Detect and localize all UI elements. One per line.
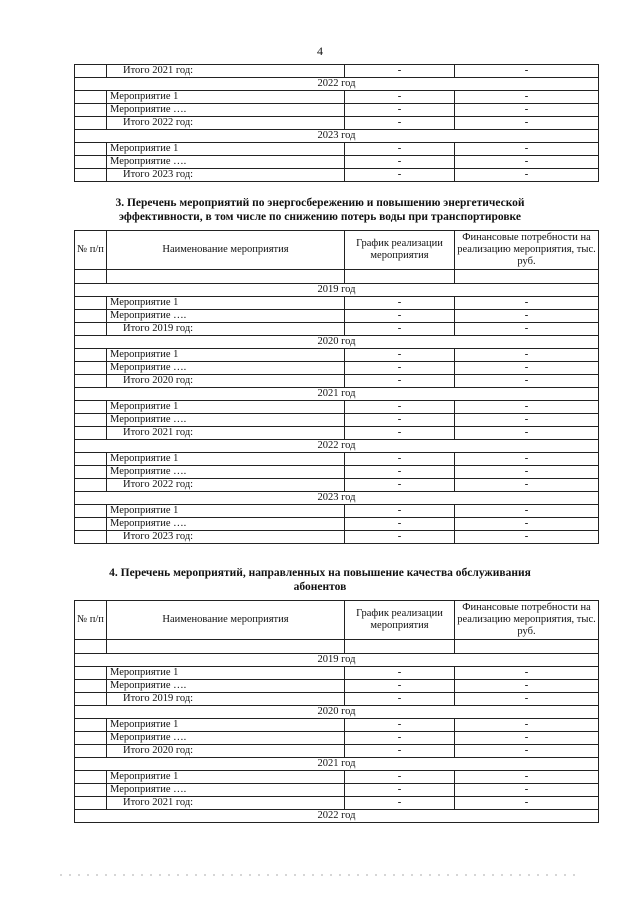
table-header-row <box>75 231 599 270</box>
header-num: № п/п <box>75 231 107 270</box>
row-number-cell <box>75 745 107 758</box>
total-row <box>75 797 599 810</box>
row-number-cell <box>75 349 107 362</box>
blank-cell-name <box>107 640 345 654</box>
finance-cell: - <box>455 401 599 414</box>
total-row <box>75 117 599 130</box>
row-number-cell <box>75 414 107 427</box>
year-row <box>75 440 599 453</box>
header-finance: Финансовые потребности на реализацию мероприятия, тыс. руб. <box>455 601 599 640</box>
finance-cell: - <box>455 771 599 784</box>
schedule-cell: - <box>345 143 455 156</box>
year-label: 2021 год <box>75 388 599 401</box>
finance-cell: - <box>455 453 599 466</box>
total-label: Итого 2023 год: <box>107 169 345 182</box>
blank-row <box>75 640 599 654</box>
event-name: Мероприятие …. <box>107 104 345 117</box>
total-row <box>75 65 599 78</box>
row-number-cell <box>75 169 107 182</box>
row-number-cell <box>75 693 107 706</box>
event-name: Мероприятие …. <box>107 518 345 531</box>
year-row <box>75 810 599 823</box>
schedule-cell: - <box>345 479 455 492</box>
schedule-cell: - <box>345 719 455 732</box>
total-label: Итого 2022 год: <box>107 479 345 492</box>
event-name: Мероприятие 1 <box>107 719 345 732</box>
energy-saving-events-table <box>74 230 599 544</box>
year-label: 2023 год <box>75 492 599 505</box>
finance-cell: - <box>455 518 599 531</box>
finance-cell: - <box>455 104 599 117</box>
table-row <box>75 453 599 466</box>
table-row <box>75 680 599 693</box>
row-number-cell <box>75 667 107 680</box>
section-3-title: 3. Перечень мероприятий по энергосбережению и повышению энергетической эффективности, в том числе по снижению потерь воды при транспортировке <box>115 197 525 223</box>
schedule-cell: - <box>345 784 455 797</box>
year-row <box>75 654 599 667</box>
year-label: 2022 год <box>75 440 599 453</box>
year-label: 2020 год <box>75 336 599 349</box>
blank-cell-schedule <box>345 640 455 654</box>
total-row <box>75 375 599 388</box>
schedule-cell: - <box>345 466 455 479</box>
table-header-row <box>75 601 599 640</box>
table-row <box>75 414 599 427</box>
year-label: 2022 год <box>75 810 599 823</box>
event-name: Мероприятие 1 <box>107 453 345 466</box>
year-label: 2019 год <box>75 284 599 297</box>
finance-cell: - <box>455 323 599 336</box>
finance-cell: - <box>455 479 599 492</box>
total-row <box>75 323 599 336</box>
header-num: № п/п <box>75 601 107 640</box>
finance-cell: - <box>455 719 599 732</box>
row-number-cell <box>75 401 107 414</box>
year-row <box>75 758 599 771</box>
total-row <box>75 531 599 544</box>
finance-cell: - <box>455 169 599 182</box>
total-label: Итого 2019 год: <box>107 323 345 336</box>
blank-cell-finance <box>455 640 599 654</box>
header-name: Наименование мероприятия <box>107 231 345 270</box>
finance-cell: - <box>455 466 599 479</box>
row-number-cell <box>75 680 107 693</box>
table-row <box>75 667 599 680</box>
finance-cell: - <box>455 117 599 130</box>
header-name: Наименование мероприятия <box>107 601 345 640</box>
event-name: Мероприятие …. <box>107 362 345 375</box>
header-schedule: График реализации мероприятия <box>345 601 455 640</box>
finance-cell: - <box>455 693 599 706</box>
finance-cell: - <box>455 745 599 758</box>
event-name: Мероприятие 1 <box>107 297 345 310</box>
schedule-cell: - <box>345 680 455 693</box>
event-name: Мероприятие 1 <box>107 667 345 680</box>
schedule-cell: - <box>345 797 455 810</box>
schedule-cell: - <box>345 169 455 182</box>
schedule-cell: - <box>345 375 455 388</box>
header-schedule: График реализации мероприятия <box>345 231 455 270</box>
event-name: Мероприятие 1 <box>107 91 345 104</box>
schedule-cell: - <box>345 104 455 117</box>
table-row <box>75 401 599 414</box>
table-row <box>75 719 599 732</box>
schedule-cell: - <box>345 771 455 784</box>
event-name: Мероприятие 1 <box>107 349 345 362</box>
year-row <box>75 78 599 91</box>
row-number-cell <box>75 797 107 810</box>
row-number-cell <box>75 65 107 78</box>
schedule-cell: - <box>345 693 455 706</box>
table-row <box>75 505 599 518</box>
finance-cell: - <box>455 91 599 104</box>
row-number-cell <box>75 466 107 479</box>
event-name: Мероприятие …. <box>107 414 345 427</box>
total-label: Итого 2019 год: <box>107 693 345 706</box>
table-row <box>75 362 599 375</box>
finance-cell: - <box>455 349 599 362</box>
table-row <box>75 518 599 531</box>
total-row <box>75 745 599 758</box>
table-row <box>75 771 599 784</box>
table-row <box>75 297 599 310</box>
event-name: Мероприятие …. <box>107 466 345 479</box>
blank-cell-num <box>75 640 107 654</box>
event-name: Мероприятие 1 <box>107 143 345 156</box>
events-table-continued <box>74 64 599 182</box>
page-number: 4 <box>317 44 323 58</box>
year-label: 2019 год <box>75 654 599 667</box>
year-label: 2022 год <box>75 78 599 91</box>
blank-row <box>75 270 599 284</box>
table-row <box>75 156 599 169</box>
year-row <box>75 130 599 143</box>
table-row <box>75 784 599 797</box>
schedule-cell: - <box>345 310 455 323</box>
finance-cell: - <box>455 680 599 693</box>
blank-cell-schedule <box>345 270 455 284</box>
table-row <box>75 143 599 156</box>
event-name: Мероприятие 1 <box>107 401 345 414</box>
schedule-cell: - <box>345 531 455 544</box>
event-name: Мероприятие 1 <box>107 505 345 518</box>
year-row <box>75 388 599 401</box>
total-label: Итого 2022 год: <box>107 117 345 130</box>
finance-cell: - <box>455 797 599 810</box>
total-label: Итого 2023 год: <box>107 531 345 544</box>
row-number-cell <box>75 310 107 323</box>
row-number-cell <box>75 479 107 492</box>
event-name: Мероприятие …. <box>107 680 345 693</box>
finance-cell: - <box>455 156 599 169</box>
schedule-cell: - <box>345 745 455 758</box>
finance-cell: - <box>455 784 599 797</box>
blank-cell-name <box>107 270 345 284</box>
section-4-title: 4. Перечень мероприятий, направленных на повышение качества обслуживания абонентов <box>109 567 531 593</box>
row-number-cell <box>75 143 107 156</box>
schedule-cell: - <box>345 156 455 169</box>
row-number-cell <box>75 297 107 310</box>
finance-cell: - <box>455 297 599 310</box>
total-label: Итого 2021 год: <box>107 427 345 440</box>
schedule-cell: - <box>345 362 455 375</box>
row-number-cell <box>75 427 107 440</box>
total-label: Итого 2020 год: <box>107 745 345 758</box>
total-row <box>75 693 599 706</box>
finance-cell: - <box>455 375 599 388</box>
total-label: Итого 2020 год: <box>107 375 345 388</box>
total-row <box>75 169 599 182</box>
table-row <box>75 732 599 745</box>
blank-cell-num <box>75 270 107 284</box>
header-finance: Финансовые потребности на реализацию мероприятия, тыс. руб. <box>455 231 599 270</box>
schedule-cell: - <box>345 297 455 310</box>
row-number-cell <box>75 505 107 518</box>
schedule-cell: - <box>345 453 455 466</box>
schedule-cell: - <box>345 518 455 531</box>
schedule-cell: - <box>345 91 455 104</box>
schedule-cell: - <box>345 323 455 336</box>
table-row <box>75 349 599 362</box>
row-number-cell <box>75 771 107 784</box>
finance-cell: - <box>455 143 599 156</box>
table-row <box>75 310 599 323</box>
row-number-cell <box>75 323 107 336</box>
schedule-cell: - <box>345 414 455 427</box>
finance-cell: - <box>455 732 599 745</box>
schedule-cell: - <box>345 65 455 78</box>
scan-artifact <box>60 874 580 876</box>
event-name: Мероприятие …. <box>107 784 345 797</box>
schedule-cell: - <box>345 117 455 130</box>
row-number-cell <box>75 104 107 117</box>
schedule-cell: - <box>345 505 455 518</box>
finance-cell: - <box>455 667 599 680</box>
total-label: Итого 2021 год: <box>107 797 345 810</box>
year-label: 2021 год <box>75 758 599 771</box>
row-number-cell <box>75 117 107 130</box>
finance-cell: - <box>455 65 599 78</box>
total-label: Итого 2021 год: <box>107 65 345 78</box>
schedule-cell: - <box>345 667 455 680</box>
finance-cell: - <box>455 414 599 427</box>
schedule-cell: - <box>345 732 455 745</box>
row-number-cell <box>75 362 107 375</box>
finance-cell: - <box>455 427 599 440</box>
year-row <box>75 706 599 719</box>
total-row <box>75 427 599 440</box>
year-label: 2020 год <box>75 706 599 719</box>
row-number-cell <box>75 531 107 544</box>
table-row <box>75 466 599 479</box>
finance-cell: - <box>455 362 599 375</box>
schedule-cell: - <box>345 427 455 440</box>
finance-cell: - <box>455 505 599 518</box>
year-label: 2023 год <box>75 130 599 143</box>
table-row <box>75 104 599 117</box>
row-number-cell <box>75 732 107 745</box>
year-row <box>75 336 599 349</box>
year-row <box>75 284 599 297</box>
table-row <box>75 91 599 104</box>
row-number-cell <box>75 518 107 531</box>
row-number-cell <box>75 453 107 466</box>
total-row <box>75 479 599 492</box>
row-number-cell <box>75 784 107 797</box>
blank-cell-finance <box>455 270 599 284</box>
event-name: Мероприятие …. <box>107 310 345 323</box>
event-name: Мероприятие …. <box>107 156 345 169</box>
year-row <box>75 492 599 505</box>
row-number-cell <box>75 375 107 388</box>
row-number-cell <box>75 719 107 732</box>
service-quality-events-table <box>74 600 599 823</box>
finance-cell: - <box>455 310 599 323</box>
schedule-cell: - <box>345 349 455 362</box>
row-number-cell <box>75 156 107 169</box>
schedule-cell: - <box>345 401 455 414</box>
event-name: Мероприятие 1 <box>107 771 345 784</box>
event-name: Мероприятие …. <box>107 732 345 745</box>
row-number-cell <box>75 91 107 104</box>
finance-cell: - <box>455 531 599 544</box>
